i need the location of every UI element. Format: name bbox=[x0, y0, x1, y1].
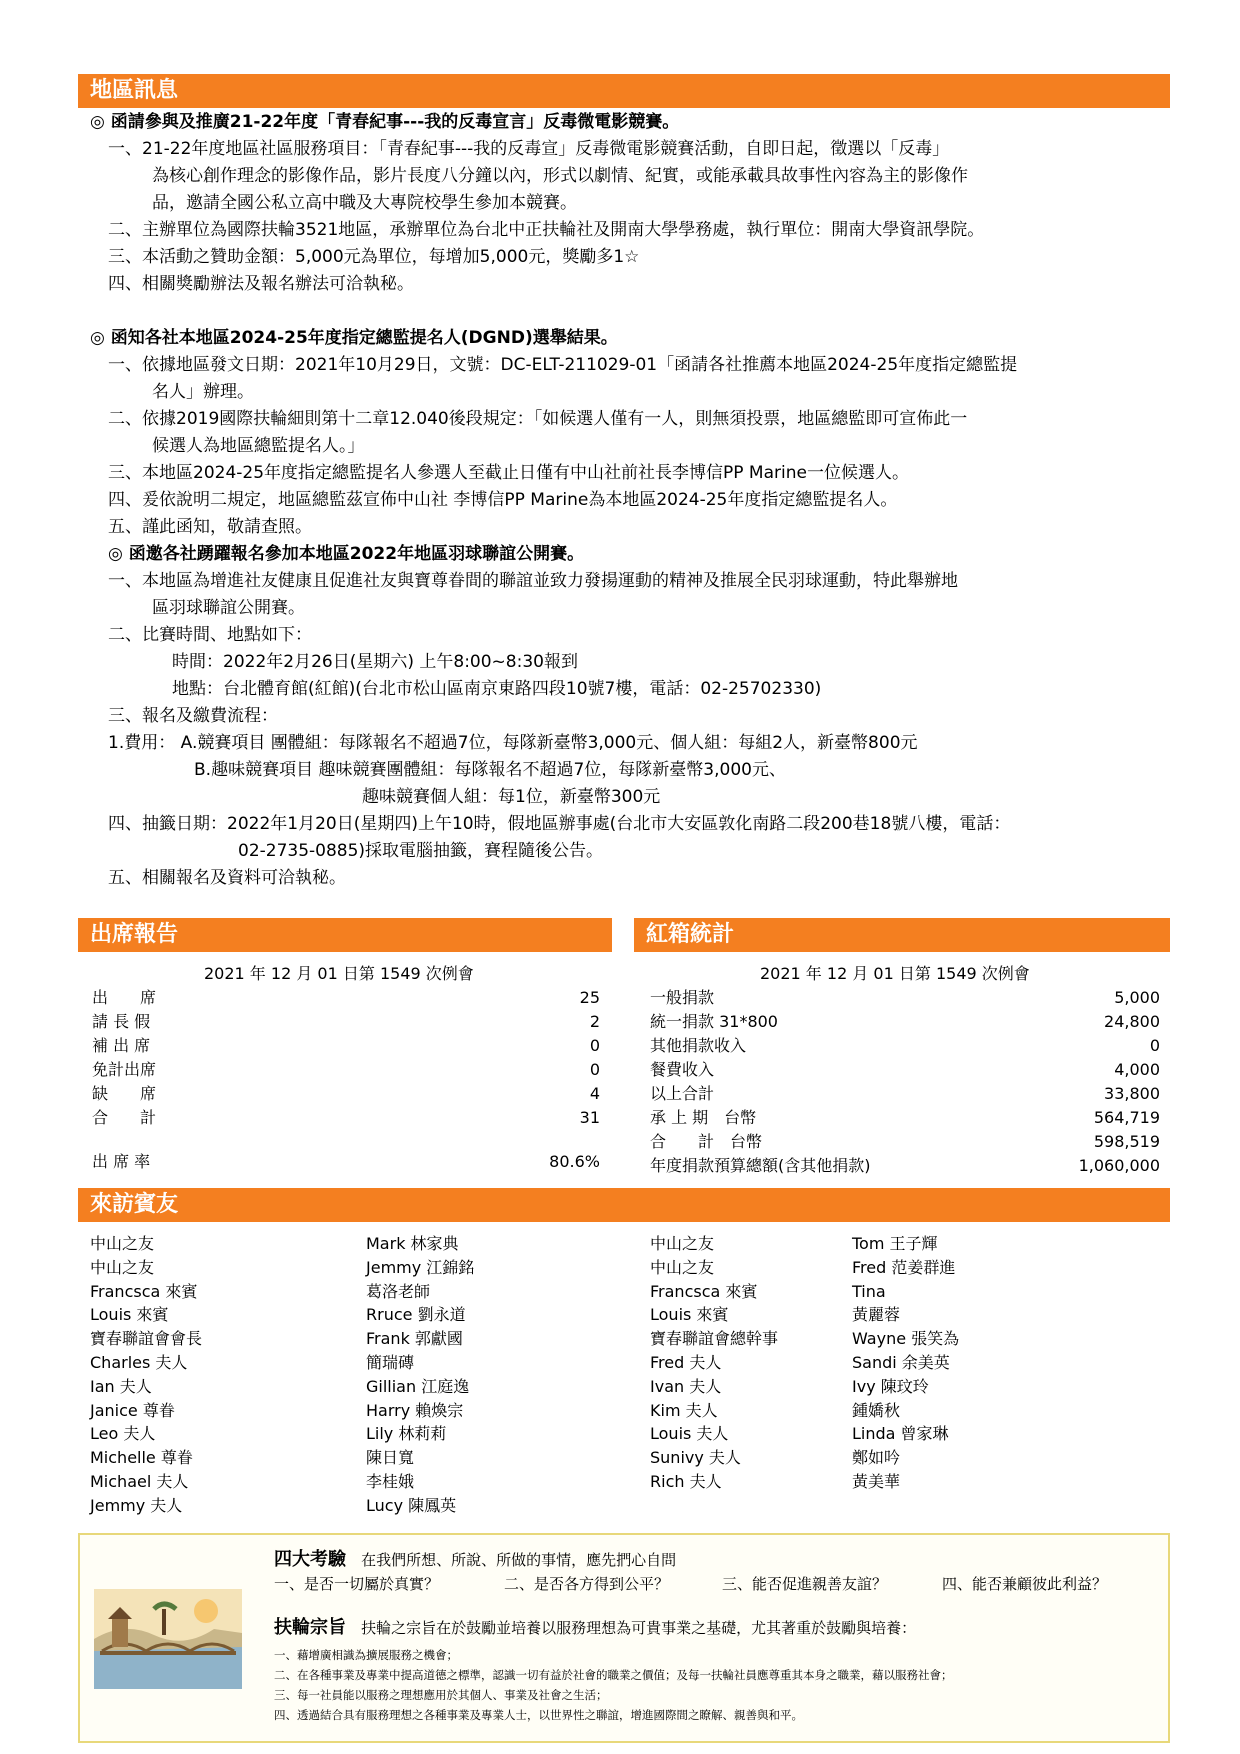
visitor-name: Sunivy 夫人 bbox=[650, 1448, 741, 1468]
visitor-name: Wayne 張笑為 bbox=[852, 1329, 960, 1349]
visitor-name: 中山之友 bbox=[650, 1234, 715, 1253]
visitor-name: Lily 林莉莉 bbox=[366, 1424, 447, 1444]
attendance-row-label: 出 席 bbox=[92, 988, 157, 1007]
redbox-row-value: 564,719 bbox=[1093, 1108, 1160, 1127]
attendance-row-label: 補 出 席 bbox=[92, 1036, 151, 1055]
visitor-name: 中山之友 bbox=[90, 1257, 155, 1277]
news-line: 一、21-22年度地區社區服務項目：「青春紀事---我的反毒宣」反毒微電影競賽活動，自即日起，徵選以「反毒」 bbox=[108, 139, 950, 159]
redbox-row-value: 0 bbox=[1149, 1036, 1160, 1055]
attendance-row-label: 免計出席 bbox=[92, 1060, 157, 1079]
redbox-header: 紅箱統計 bbox=[634, 918, 1170, 952]
news-heading-1: ◎ 函請參與及推廣21-22年度「青春紀事---我的反毒宣言」反毒微電影競賽。 bbox=[90, 112, 680, 132]
visitor-name: Fred 夫人 bbox=[650, 1353, 722, 1372]
news-line: 品，邀請全國公私立高中職及大專院校學生參加本競賽。 bbox=[152, 193, 577, 213]
visitor-name: 鍾嬌秋 bbox=[852, 1400, 901, 1420]
object-item-2: 二、在各種事業及專業中提高道德之標準，認識一切有益於社會的職業之價值；及每一扶輪社員應尊重其本身之職業，藉以服務社會； bbox=[274, 1668, 953, 1682]
news-line: 三、本地區2024-25年度指定總監提名人參選人至截止日僅有中山社前社長李博信PP Marine一位候選人。 bbox=[108, 463, 909, 483]
visitor-name: Frank 郭獻國 bbox=[366, 1329, 463, 1349]
visitor-name: Ian 夫人 bbox=[90, 1376, 152, 1396]
visitor-name: Lucy 陳鳳英 bbox=[366, 1495, 457, 1515]
visitor-name: 陳日寬 bbox=[366, 1448, 415, 1468]
redbox-row-label: 統一捐款 31*800 bbox=[650, 1012, 778, 1031]
news-line: 二、依據2019國際扶輪細則第十二章12.040後段規定：「如候選人僅有一人，則無須投票，地區總監即可宣佈此一 bbox=[108, 409, 968, 429]
redbox-row-label: 其他捐款收入 bbox=[650, 1036, 747, 1055]
visitor-name: 簡瑞磚 bbox=[366, 1353, 415, 1372]
news-line: 三、報名及繳費流程： bbox=[108, 706, 278, 726]
redbox-row-label: 一般捐款 bbox=[650, 988, 715, 1007]
redbox-row-value: 24,800 bbox=[1104, 1012, 1160, 1031]
visitor-name: Louis 夫人 bbox=[650, 1424, 729, 1444]
visitor-name: Michelle 尊眷 bbox=[90, 1448, 193, 1468]
attendance-row-value: 0 bbox=[589, 1060, 600, 1079]
visitor-name: Louis 來賓 bbox=[90, 1305, 169, 1325]
attendance-row-value: 31 bbox=[579, 1108, 600, 1127]
visitor-name: Ivan 夫人 bbox=[650, 1376, 722, 1396]
four-way-test-title: 四大考驗 bbox=[274, 1549, 346, 1570]
news-line: 二、主辦單位為國際扶輪3521地區，承辦單位為台北中正扶輪社及開南大學學務處，執行單位：開南大學資訊學院。 bbox=[108, 220, 985, 240]
four-way-test-1: 一、是否一切屬於真實？ bbox=[274, 1575, 440, 1593]
object-intro-row bbox=[274, 1613, 916, 1639]
redbox-row-value: 1,060,000 bbox=[1078, 1156, 1160, 1175]
four-way-test-3: 三、能否促進親善友誼？ bbox=[722, 1575, 888, 1593]
news-line: 二、比賽時間、地點如下： bbox=[108, 625, 312, 645]
visitor-name: 黃美華 bbox=[852, 1472, 901, 1491]
visitor-name: Rich 夫人 bbox=[650, 1472, 722, 1491]
visitor-name: 寶春聯誼會總幹事 bbox=[650, 1329, 779, 1349]
news-line: 五、相關報名及資料可洽執秘。 bbox=[108, 868, 346, 888]
attendance-row-value: 2 bbox=[589, 1012, 600, 1031]
visitor-name: Linda 曾家琳 bbox=[852, 1424, 949, 1444]
visitor-name: Jemmy 江錦銘 bbox=[366, 1257, 475, 1277]
visitor-name: 鄭如吟 bbox=[852, 1448, 901, 1468]
attendance-row-value: 4 bbox=[589, 1084, 600, 1103]
attendance-header: 出席報告 bbox=[78, 918, 612, 952]
redbox-row-label: 年度捐款預算總額(含其他捐款) bbox=[650, 1156, 871, 1175]
object-of-rotary-title: 扶輪宗旨 bbox=[274, 1617, 346, 1638]
redbox-row-value: 4,000 bbox=[1114, 1060, 1160, 1079]
visitor-name: 葛洛老師 bbox=[366, 1281, 431, 1301]
visitor-name: 李桂娥 bbox=[366, 1472, 415, 1491]
redbox-row-value: 33,800 bbox=[1104, 1084, 1160, 1103]
attendance-row-label: 請 長 假 bbox=[92, 1012, 151, 1031]
visitor-name: Charles 夫人 bbox=[90, 1353, 188, 1372]
visitor-name: Kim 夫人 bbox=[650, 1400, 718, 1420]
redbox-row-label: 承 上 期 台幣 bbox=[650, 1108, 757, 1127]
redbox-row-value: 5,000 bbox=[1114, 988, 1160, 1007]
news-line: 趣味競賽個人組：每1位，新臺幣300元 bbox=[362, 787, 661, 807]
attendance-row-value: 0 bbox=[589, 1036, 600, 1055]
attendance-row-label: 合 計 bbox=[92, 1108, 157, 1127]
news-line: 四、相關獎勵辦法及報名辦法可洽執秘。 bbox=[108, 274, 414, 294]
news-line: B.趣味競賽項目 趣味競賽團體組：每隊報名不超過7位，每隊新臺幣3,000元、 bbox=[194, 760, 786, 780]
four-way-test-4: 四、能否兼顧彼此利益？ bbox=[942, 1575, 1108, 1593]
visitor-name: Janice 尊眷 bbox=[90, 1400, 175, 1420]
news-line: 一、本地區為增進社友健康且促進社友與寶尊眷間的聯誼並致力發揚運動的精神及推展全民羽球運動，特此舉辦地 bbox=[108, 571, 958, 591]
visitor-name: Francsca 來賓 bbox=[650, 1281, 758, 1301]
redbox-row-label: 以上合計 bbox=[650, 1084, 715, 1103]
visitor-name: Rruce 劉永道 bbox=[366, 1305, 466, 1325]
news-line: 時間：2022年2月26日(星期六) 上午8:00~8:30報到 bbox=[172, 652, 578, 672]
visitor-name: Gillian 江庭逸 bbox=[366, 1376, 470, 1396]
visitor-name: Leo 夫人 bbox=[90, 1424, 156, 1444]
visitor-name: 中山之友 bbox=[90, 1234, 155, 1253]
redbox-meeting: 2021 年 12 月 01 日第 1549 次例會 bbox=[760, 964, 1030, 983]
visitor-name: 黃麗蓉 bbox=[852, 1305, 901, 1325]
redbox-row-label: 合 計 台幣 bbox=[650, 1132, 763, 1151]
attendance-row-value: 25 bbox=[579, 988, 600, 1007]
visitor-name: 中山之友 bbox=[650, 1257, 715, 1277]
redbox-row-value: 598,519 bbox=[1093, 1132, 1160, 1151]
news-line: 1.費用： A.競賽項目 團體組：每隊報名不超過7位，每隊新臺幣3,000元、個人組：每組2人，新臺幣800元 bbox=[108, 733, 918, 753]
visitors-header: 來訪賓友 bbox=[78, 1188, 1170, 1222]
attendance-rate-label: 出 席 率 bbox=[92, 1152, 151, 1171]
object-item-3: 三、每一社員能以服務之理想應用於其個人、事業及社會之生活； bbox=[274, 1688, 608, 1702]
four-way-test-intro: 在我們所想、所說、所做的事情，應先捫心自問 bbox=[361, 1551, 677, 1569]
visitor-name: Michael 夫人 bbox=[90, 1472, 189, 1491]
redbox-row-label: 餐費收入 bbox=[650, 1060, 715, 1079]
visitor-name: Tom 王子輝 bbox=[852, 1234, 938, 1253]
news-line: 名人」辦理。 bbox=[152, 382, 254, 402]
visitor-name: Harry 賴煥宗 bbox=[366, 1400, 464, 1420]
news-line: 為核心創作理念的影像作品，影片長度八分鐘以內，形式以劇情、紀實，或能承載具故事性內容為主的影像作 bbox=[152, 166, 968, 186]
district-news-header: 地區訊息 bbox=[78, 74, 1170, 108]
attendance-rate-value: 80.6% bbox=[549, 1152, 600, 1171]
news-line: 四、抽籤日期：2022年1月20日(星期四)上午10時，假地區辦事處(台北市大安區敦化南路二段200巷18號八樓，電話： bbox=[108, 814, 1011, 834]
visitor-name: 寶春聯誼會會長 bbox=[90, 1329, 203, 1349]
visitor-name: Mark 林家典 bbox=[366, 1234, 459, 1253]
visitor-name: Tina bbox=[852, 1281, 886, 1301]
news-line: 一、依據地區發文日期：2021年10月29日，文號：DC-ELT-211029-01「函請各社推薦本地區2024-25年度指定總監提 bbox=[108, 355, 1018, 375]
visitor-name: Ivy 陳玟玲 bbox=[852, 1376, 929, 1396]
attendance-meeting: 2021 年 12 月 01 日第 1549 次例會 bbox=[204, 964, 474, 983]
news-line: 三、本活動之贊助金額：5,000元為單位，每增加5,000元，獎勵多1☆ bbox=[108, 247, 640, 267]
visitor-name: Francsca 來賓 bbox=[90, 1281, 198, 1301]
visitor-name: Fred 范姜群進 bbox=[852, 1257, 956, 1277]
attendance-row-label: 缺 席 bbox=[92, 1084, 157, 1103]
rotary-footer bbox=[78, 1533, 1170, 1743]
object-item-4: 四、透過結合具有服務理想之各種事業及專業人士，以世界性之聯誼，增進國際間之瞭解、親善與和平。 bbox=[274, 1708, 803, 1722]
river-bridge-illustration bbox=[94, 1589, 242, 1689]
four-way-test-2: 二、是否各方得到公平？ bbox=[504, 1575, 670, 1593]
object-item-1: 一、藉增廣相識為擴展服務之機會； bbox=[274, 1648, 458, 1662]
news-heading-3: ◎ 函邀各社踴躍報名參加本地區2022年地區羽球聯誼公開賽。 bbox=[108, 544, 585, 564]
news-line: 四、爰依說明二規定，地區總監茲宣佈中山社 李博信PP Marine為本地區2024-25年度指定總監提名人。 bbox=[108, 490, 898, 510]
news-heading-2: ◎ 函知各社本地區2024-25年度指定總監提名人(DGND)選舉結果。 bbox=[90, 328, 618, 348]
visitor-name: Jemmy 夫人 bbox=[90, 1495, 183, 1515]
news-line: 候選人為地區總監提名人。」 bbox=[152, 436, 365, 456]
four-way-test-intro-row bbox=[274, 1545, 676, 1571]
news-line: 02-2735-0885)採取電腦抽籤，賽程隨後公告。 bbox=[238, 841, 604, 861]
news-line: 地點：台北體育館(紅館)(台北市松山區南京東路四段10號7樓，電話：02-25702330) bbox=[172, 679, 822, 699]
visitor-name: Louis 來賓 bbox=[650, 1305, 729, 1325]
object-of-rotary-intro: 扶輪之宗旨在於鼓勵並培養以服務理想為可貴事業之基礎，尤其著重於鼓勵與培養： bbox=[361, 1619, 917, 1637]
news-line: 五、謹此函知，敬請查照。 bbox=[108, 517, 312, 537]
visitor-name: Sandi 余美英 bbox=[852, 1353, 950, 1372]
news-line: 區羽球聯誼公開賽。 bbox=[152, 598, 305, 618]
